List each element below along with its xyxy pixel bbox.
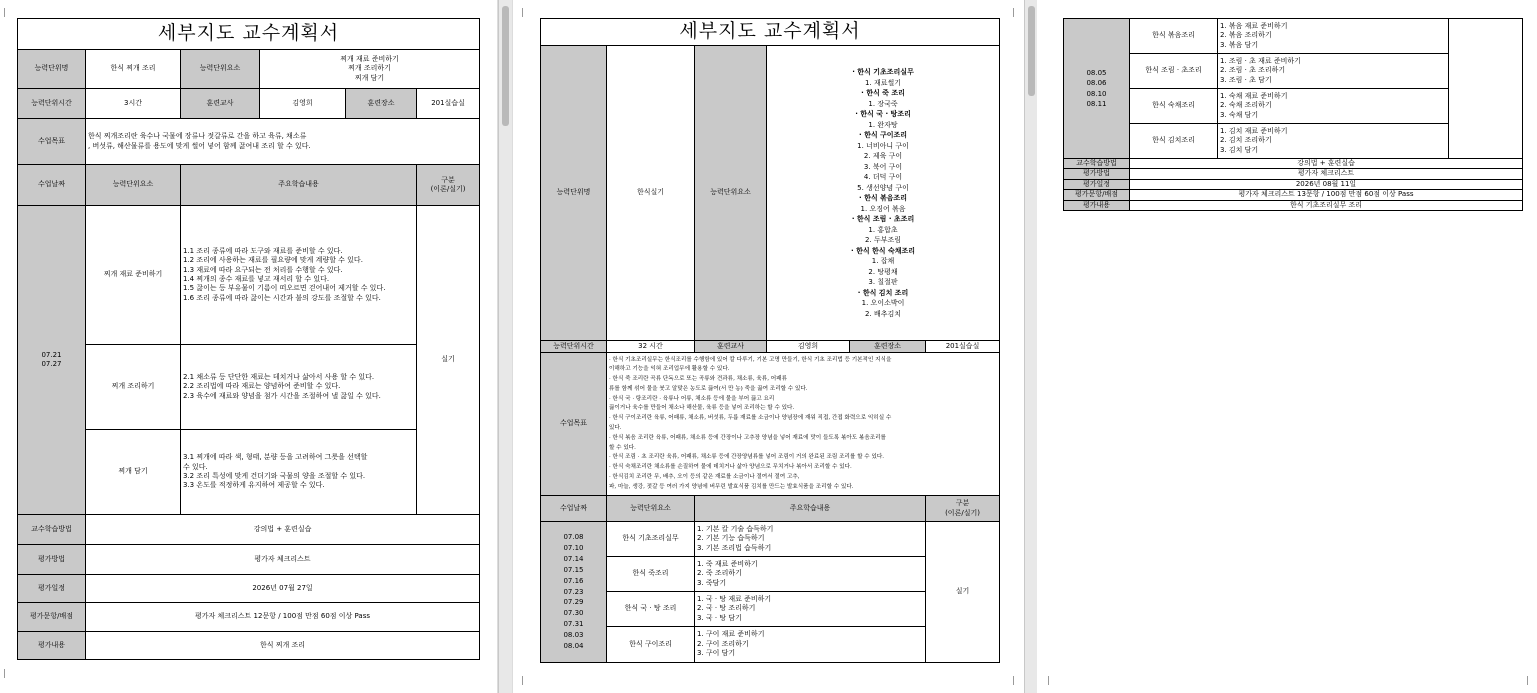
text-line: 07.31 bbox=[563, 620, 584, 629]
content-header: 주요학습내용 bbox=[181, 165, 417, 206]
lesson-content-3: 3.1 찌개에 따라 색, 형태, 분량 등을 고려하여 그릇을 선택할 수 있다. 3.2 조리 특성에 맞게 건더기와 국물의 양을 조절할 수 있다. 3.3 온도를 적정하게 유지하여 제공할 수 있다. bbox=[181, 430, 417, 515]
lesson-element-1: 찌개 재료 준비하기 bbox=[86, 206, 181, 345]
lesson-content-2: 2.1 채소류 등 단단한 재료는 데치거나 삶아서 사용 할 수 있다. 2.2 조리법에 따라 재료는 양념하여 준비할 수 있다. 2.3 육수에 재료와 양념을 첨가 시간을 조절하여 낼 끓일 수 있다. bbox=[181, 345, 417, 430]
goal-label: 수업목표 bbox=[18, 119, 86, 165]
goal-text bbox=[607, 353, 1000, 496]
page-title: 세부지도 교수계획서 bbox=[18, 19, 480, 50]
method-label: 교수학습방법 bbox=[1064, 159, 1130, 169]
teacher-label: 훈련교사 bbox=[181, 89, 260, 119]
unit-element-label: 능력단위요소 bbox=[695, 46, 767, 341]
text-line: · 한식 구이조리 bbox=[858, 131, 908, 139]
eval-items-label: 평가문항/배점 bbox=[1064, 190, 1130, 200]
lesson-kind: 실기 bbox=[417, 206, 480, 515]
lesson-kind bbox=[1449, 19, 1523, 159]
lesson-content-8: 1. 김치 재료 준비하기 2. 김치 조리하기 3. 김치 담기 bbox=[1218, 124, 1449, 159]
text-line: 07.23 bbox=[563, 587, 584, 596]
text-line: 1. 오이소박이 bbox=[861, 299, 905, 307]
document-page-3 bbox=[1037, 0, 1537, 693]
text-line: 2. 제육 구이 bbox=[863, 152, 903, 160]
unit-name-value: 한식실기 bbox=[607, 46, 695, 341]
element-header: 능력단위요소 bbox=[86, 165, 181, 206]
lesson-content-1: 1. 기본 칼 기술 습득하기 2. 기본 기능 습득하기 3. 기본 조리법 습득하기 bbox=[695, 522, 926, 557]
text-line: · 한식 국 · 탕조리 bbox=[855, 110, 911, 118]
eval-method-label: 평가방법 bbox=[18, 545, 86, 575]
date-header: 수업날짜 bbox=[541, 496, 607, 522]
lesson-kind: 실기 bbox=[926, 522, 1000, 663]
unit-element-label: 능력단위요소 bbox=[181, 50, 260, 89]
kind-header: 구분 (이론/실기) bbox=[417, 165, 480, 206]
eval-items-value: 평가자 체크리스트 12문항 / 100점 만점 60점 이상 Pass bbox=[86, 603, 480, 632]
text-line: 4. 더덕 구이 bbox=[863, 173, 903, 181]
eval-method-value: 평가자 체크리스트 bbox=[86, 545, 480, 575]
document-page-1 bbox=[0, 0, 497, 693]
text-line: · 한식 볶음 조리란 육류, 어패류, 채소류 등에 간장이나 고추장 양념을 넣어 재료에 맛이 들도록 볶아도 볶음조리를 bbox=[609, 434, 886, 441]
text-line: · 한식김치 조리란 무, 배추, 오이 등의 같은 재료를 소금이나 절여서 절여 고추, bbox=[609, 473, 800, 480]
eval-content-label: 평가내용 bbox=[18, 632, 86, 660]
text-line: 07.14 bbox=[563, 555, 584, 564]
lesson-element-3: 한식 국 · 탕 조리 bbox=[607, 592, 695, 627]
page-title: 세부지도 교수계획서 bbox=[541, 19, 1000, 46]
text-line: 1. 완자탕 bbox=[868, 120, 898, 129]
text-line: 08.10 bbox=[1086, 89, 1107, 98]
unit-name-label: 능력단위명 bbox=[541, 46, 607, 341]
text-line: 있다. bbox=[609, 425, 622, 431]
text-line: 07.08 bbox=[563, 533, 584, 542]
unit-hours-value: 3시간 bbox=[86, 89, 181, 119]
text-line: 할 수 있다. bbox=[609, 444, 636, 451]
eval-date-value: 2026년 08월 11일 bbox=[1130, 179, 1523, 189]
text-line: 07.30 bbox=[563, 609, 584, 618]
unit-name-value: 한식 찌개 조리 bbox=[86, 50, 181, 89]
text-line: 3. 칠절판 bbox=[868, 278, 898, 286]
goal-label: 수업목표 bbox=[541, 353, 607, 496]
text-line: · 한식 김치 조리 bbox=[857, 288, 909, 297]
eval-method-value: 평가자 체크리스트 bbox=[1130, 169, 1523, 179]
crop-mark bbox=[522, 8, 523, 17]
lesson-element-1: 한식 기초조리실무 bbox=[607, 522, 695, 557]
place-label: 훈련장소 bbox=[346, 89, 417, 119]
scrollbar-page-2[interactable] bbox=[1024, 0, 1038, 693]
lesson-content-6: 1. 조림 · 초 재료 준비하기 2. 조림 · 초 조리하기 3. 조림 · 초 담기 bbox=[1218, 54, 1449, 89]
text-line: · 한식 죽 조리란 곡류 단독으로 또는 곡류와 견과류, 채소류, 육류, 어패류 bbox=[609, 376, 787, 383]
text-line: 07.10 bbox=[563, 544, 584, 553]
lesson-plan-table-3 bbox=[1063, 18, 1522, 211]
crop-mark bbox=[1527, 676, 1528, 685]
scrollbar-page-1[interactable] bbox=[498, 0, 512, 693]
eval-date-label: 평가일정 bbox=[1064, 179, 1130, 189]
text-line: · 한식 기초조리실무 bbox=[852, 68, 914, 76]
lesson-element-6: 한식 조림 · 초조리 bbox=[1130, 54, 1218, 89]
text-line: 2. 탕평채 bbox=[868, 267, 898, 276]
lesson-dates bbox=[541, 522, 607, 663]
text-line: · 한식 숙채조리란 채소류를 손질하여 물에 데치거나 삶아 양념으로 무치거나 볶아서 조리할 수 있다. bbox=[609, 464, 852, 471]
text-line: 5. 생선양념 구이 bbox=[857, 183, 909, 192]
method-value: 강의법 + 훈련실습 bbox=[86, 515, 480, 545]
text-line: 1. 오징어 볶음 bbox=[860, 204, 906, 213]
crop-mark bbox=[1013, 676, 1014, 685]
eval-content-value: 한식 찌개 조리 bbox=[86, 632, 480, 660]
teacher-value: 김영희 bbox=[767, 341, 850, 353]
text-line: 08.04 bbox=[563, 641, 584, 650]
text-line: 08.05 bbox=[1086, 68, 1107, 77]
goal-text: 한식 찌개조리란 육수나 국물에 장류나 젓갈류로 간을 하고 육류, 채소류 , 버섯류, 해산물류를 용도에 맞게 썰어 넣어 함께 끓여내 조리 할 수 있다. bbox=[86, 119, 480, 165]
text-line: 1. 장국죽 bbox=[868, 99, 898, 108]
lesson-element-3: 찌개 담기 bbox=[86, 430, 181, 515]
text-line: 1. 너비아니 구이 bbox=[857, 141, 909, 150]
content-header: 주요학습내용 bbox=[695, 496, 926, 522]
text-line: 07.15 bbox=[563, 565, 584, 574]
eval-method-label: 평가방법 bbox=[1064, 169, 1130, 179]
place-value: 201실습실 bbox=[417, 89, 480, 119]
crop-mark bbox=[4, 669, 5, 678]
lesson-content-5: 1. 볶음 재료 준비하기 2. 볶음 조리하기 3. 볶음 담기 bbox=[1218, 19, 1449, 54]
scrollbar-thumb[interactable] bbox=[502, 6, 509, 126]
text-line: 08.06 bbox=[1086, 79, 1107, 87]
text-line: · 한식 조림 · 초 조리란 육류, 어패류, 채소류 등에 간장양념류를 넣어 조림이 거의 완료된 조림 조리를 할 수 있다. bbox=[609, 454, 885, 461]
element-header: 능력단위요소 bbox=[607, 496, 695, 522]
text-line: 2. 배추김치 bbox=[865, 309, 901, 318]
lesson-element-2: 한식 죽조리 bbox=[607, 557, 695, 592]
lesson-element-4: 한식 구이조리 bbox=[607, 627, 695, 663]
document-page-2 bbox=[513, 0, 1024, 693]
eval-items-label: 평가문항/배점 bbox=[18, 603, 86, 632]
lesson-plan-table-2 bbox=[540, 18, 999, 663]
text-line: 07.29 bbox=[563, 598, 584, 607]
method-value: 강의법 + 훈련실습 bbox=[1130, 159, 1523, 169]
eval-content-label: 평가내용 bbox=[1064, 200, 1130, 210]
eval-content-value: 한식 기초조리실무 조리 bbox=[1130, 200, 1523, 210]
text-line: 1. 잡채 bbox=[871, 257, 895, 265]
text-line: · 한식 조림 · 초조리 bbox=[851, 215, 915, 223]
lesson-element-7: 한식 숙채조리 bbox=[1130, 89, 1218, 124]
teacher-label: 훈련교사 bbox=[695, 341, 767, 353]
crop-mark bbox=[522, 676, 523, 685]
lesson-content-2: 1. 죽 재료 준비하기 2. 죽 조리하기 3. 죽담기 bbox=[695, 557, 926, 592]
kind-header: 구분 (이론/실기) bbox=[926, 496, 1000, 522]
lesson-dates: 07.21 07.27 bbox=[18, 206, 86, 515]
unit-element-value: 찌개 재료 준비하기 찌개 조리하기 찌개 담기 bbox=[260, 50, 480, 89]
lesson-element-8: 한식 김치조리 bbox=[1130, 124, 1218, 159]
text-line: 파, 마늘, 생강, 젓갈 등 여러 가지 양념에 버무린 발효식품 김치를 만드는 발효식품을 조리할 수 있다. bbox=[609, 483, 854, 490]
place-label: 훈련장소 bbox=[850, 341, 926, 353]
eval-date-label: 평가일정 bbox=[18, 575, 86, 603]
text-line: 07.16 bbox=[563, 576, 584, 585]
place-value: 201실습실 bbox=[926, 341, 1000, 353]
text-line: 3. 북어 구이 bbox=[863, 162, 903, 171]
lesson-dates bbox=[1064, 19, 1130, 159]
text-line: 1. 홍합초 bbox=[868, 225, 898, 234]
text-line: · 한식 한식 숙채조리 bbox=[850, 246, 916, 255]
text-line: 끓이거나 육수를 만들어 채소나 해산물, 육류 등을 넣어 조리하는 할 수 있다. bbox=[609, 405, 795, 412]
crop-mark bbox=[4, 8, 5, 17]
unit-hours-label: 능력단위시간 bbox=[18, 89, 86, 119]
crop-mark bbox=[1048, 676, 1049, 685]
lesson-element-5: 한식 볶음조리 bbox=[1130, 19, 1218, 54]
unit-element-list bbox=[767, 46, 1000, 341]
method-label: 교수학습방법 bbox=[18, 515, 86, 545]
teacher-value: 김영희 bbox=[260, 89, 346, 119]
text-line: 2. 두부조림 bbox=[865, 236, 901, 244]
lesson-content-4: 1. 구이 재료 준비하기 2. 구이 조리하기 3. 구이 담기 bbox=[695, 627, 926, 663]
text-line: · 한식 죽 조리 bbox=[861, 89, 905, 97]
text-line: · 한식 볶음조리 bbox=[858, 194, 908, 202]
text-line: · 한식 국 · 탕조리란 · 육류나 어류, 채소류 등에 물을 부어 끓고 요리 bbox=[609, 395, 775, 402]
text-line: 08.03 bbox=[563, 630, 584, 639]
text-line: · 한식 기초조리실무는 한식조리를 수행함에 있어 칼 다루기, 기본 고명 만들기, 한식 기초 조리법 등 기본적인 지식을 bbox=[609, 356, 892, 363]
lesson-content-1: 1.1 조리 종류에 따라 도구와 재료를 준비할 수 있다. 1.2 조리에 사용하는 재료를 필요량에 맞게 계량할 수 있다. 1.3 재료에 따라 요구되는 전 처리를 수행할 수 있다. 1.4 찌개의 종수 재료를 넣고 재서리 할 수 있다. 1.5 끓이는 등 부유물이 기름이 떠오르면 걷어내어 제거할 수 있다. 1.6 조리 종류에 따라 끓이는 시간과 불의 강도를 조절할 수 있다. bbox=[181, 206, 417, 345]
text-line: 1. 재료썰기 bbox=[865, 78, 901, 87]
lesson-element-2: 찌개 조리하기 bbox=[86, 345, 181, 430]
scrollbar-thumb[interactable] bbox=[1028, 6, 1035, 96]
text-line: 류를 함께 섞어 물을 붓고 알맞은 농도로 끓여(서 만 농) 죽을 끓여 조리할 수 있다. bbox=[609, 385, 808, 392]
unit-name-label: 능력단위명 bbox=[18, 50, 86, 89]
crop-mark bbox=[1013, 8, 1014, 17]
text-line: · 한식 구이조리란 육류, 어패류, 채소류, 버섯류, 두릅 재료를 소금이나 양념장에 재워 직접, 간접 화력으로 익히실 수 bbox=[609, 415, 892, 422]
eval-date-value: 2026년 07월 27일 bbox=[86, 575, 480, 603]
lesson-plan-table-1 bbox=[17, 18, 479, 660]
lesson-content-3: 1. 국 · 탕 재료 준비하기 2. 국 · 탕 조리하기 3. 국 · 탕 담기 bbox=[695, 592, 926, 627]
unit-hours-label: 능력단위시간 bbox=[541, 341, 607, 353]
date-header: 수업날짜 bbox=[18, 165, 86, 206]
text-line: 08.11 bbox=[1086, 100, 1107, 108]
unit-hours-value: 32 시간 bbox=[607, 341, 695, 353]
text-line: 이해하고 기능을 익혀 조리업무에 활용할 수 있다. bbox=[609, 366, 730, 373]
lesson-content-7: 1. 숙채 재료 준비하기 2. 숙채 조리하기 3. 숙채 담기 bbox=[1218, 89, 1449, 124]
eval-items-value: 평가자 체크리스트 13문항 / 100점 만점 60점 이상 Pass bbox=[1130, 190, 1523, 200]
